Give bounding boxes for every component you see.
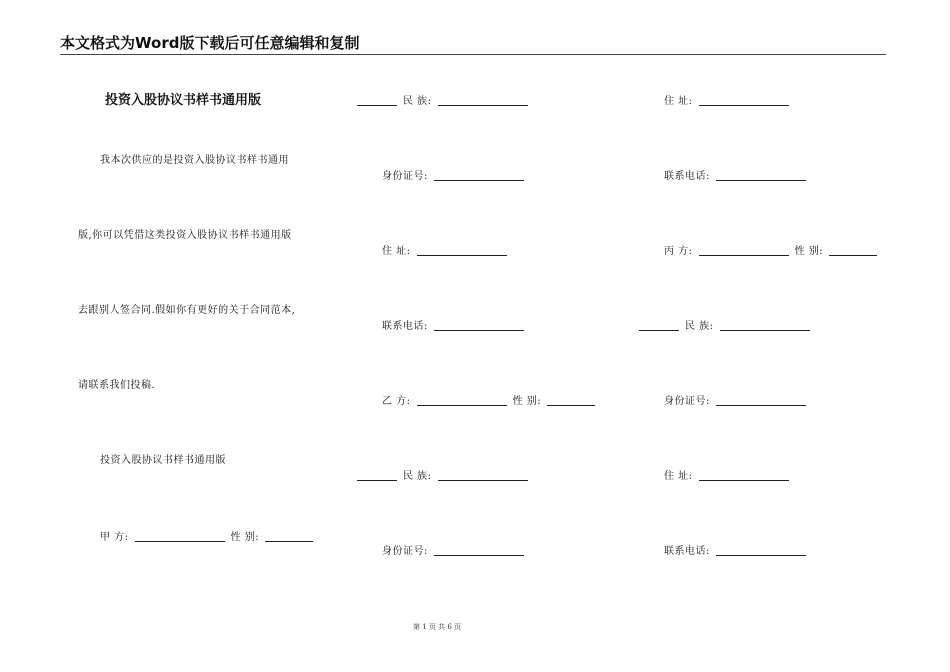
phone-blank[interactable] [434,320,524,331]
party-a-label: 甲 方: [100,532,129,543]
address-row [664,95,789,107]
party-c-row [664,245,877,257]
ethnicity-label: 民 族: [403,96,432,107]
address-label: 住 址: [382,246,411,257]
phone-label: 联系电话: [664,546,710,557]
party-b-blank[interactable] [417,395,507,406]
party-b-label: 乙 方: [382,396,411,407]
party-b-row [382,395,595,407]
id-number-label: 身份证号: [664,396,710,407]
paragraph-line-3: 去跟别人签合同.假如你有更好的关于合同范本, [78,305,296,316]
phone-label: 联系电话: [382,321,428,332]
phone-row [382,320,524,332]
ethnicity-row [357,470,528,482]
phone-blank[interactable] [716,170,806,181]
address-label: 住 址: [664,96,693,107]
gender-blank[interactable] [265,531,313,542]
document-title: 投资入股协议书样书通用版 [105,93,262,108]
paragraph-line-2: 版,你可以凭借这类投资入股协议书样书通用版 [78,230,292,241]
party-a-blank[interactable] [135,531,225,542]
id-number-blank[interactable] [434,170,524,181]
id-number-row [382,545,524,557]
id-number-blank[interactable] [716,395,806,406]
address-blank[interactable] [417,245,507,256]
address-blank[interactable] [699,470,789,481]
id-number-row [382,170,524,182]
ethnicity-blank[interactable] [720,320,810,331]
id-number-row [664,395,806,407]
id-number-label: 身份证号: [382,171,428,182]
page-number: 第 1 页 共 6 页 [413,623,462,631]
id-number-blank[interactable] [434,545,524,556]
document-header: 本文格式为Word版下载后可任意编辑和复制 [60,34,360,52]
phone-row [664,545,806,557]
ethnicity-blank[interactable] [438,95,528,106]
name-blank[interactable] [639,320,679,331]
paragraph-line-5: 投资入股协议书样书通用版 [100,455,226,466]
party-c-blank[interactable] [699,245,789,256]
phone-row [664,170,806,182]
header-divider [60,54,886,55]
ethnicity-blank[interactable] [438,470,528,481]
party-c-label: 丙 方: [664,246,693,257]
address-row [664,470,789,482]
name-blank[interactable] [357,470,397,481]
ethnicity-row [357,95,528,107]
address-blank[interactable] [699,95,789,106]
phone-blank[interactable] [716,545,806,556]
id-number-label: 身份证号: [382,546,428,557]
phone-label: 联系电话: [664,171,710,182]
party-a-row [100,531,313,543]
gender-blank[interactable] [547,395,595,406]
name-blank[interactable] [357,95,397,106]
gender-label: 性 别: [794,246,824,257]
gender-label: 性 别: [230,532,260,543]
ethnicity-label: 民 族: [685,321,714,332]
paragraph-line-1: 我本次供应的是投资入股协议书样书通用 [100,155,289,166]
ethnicity-label: 民 族: [403,471,432,482]
gender-blank[interactable] [829,245,877,256]
paragraph-line-4: 请联系我们投稿. [78,380,156,391]
gender-label: 性 别: [512,396,542,407]
address-row [382,245,507,257]
ethnicity-row [639,320,810,332]
address-label: 住 址: [664,471,693,482]
